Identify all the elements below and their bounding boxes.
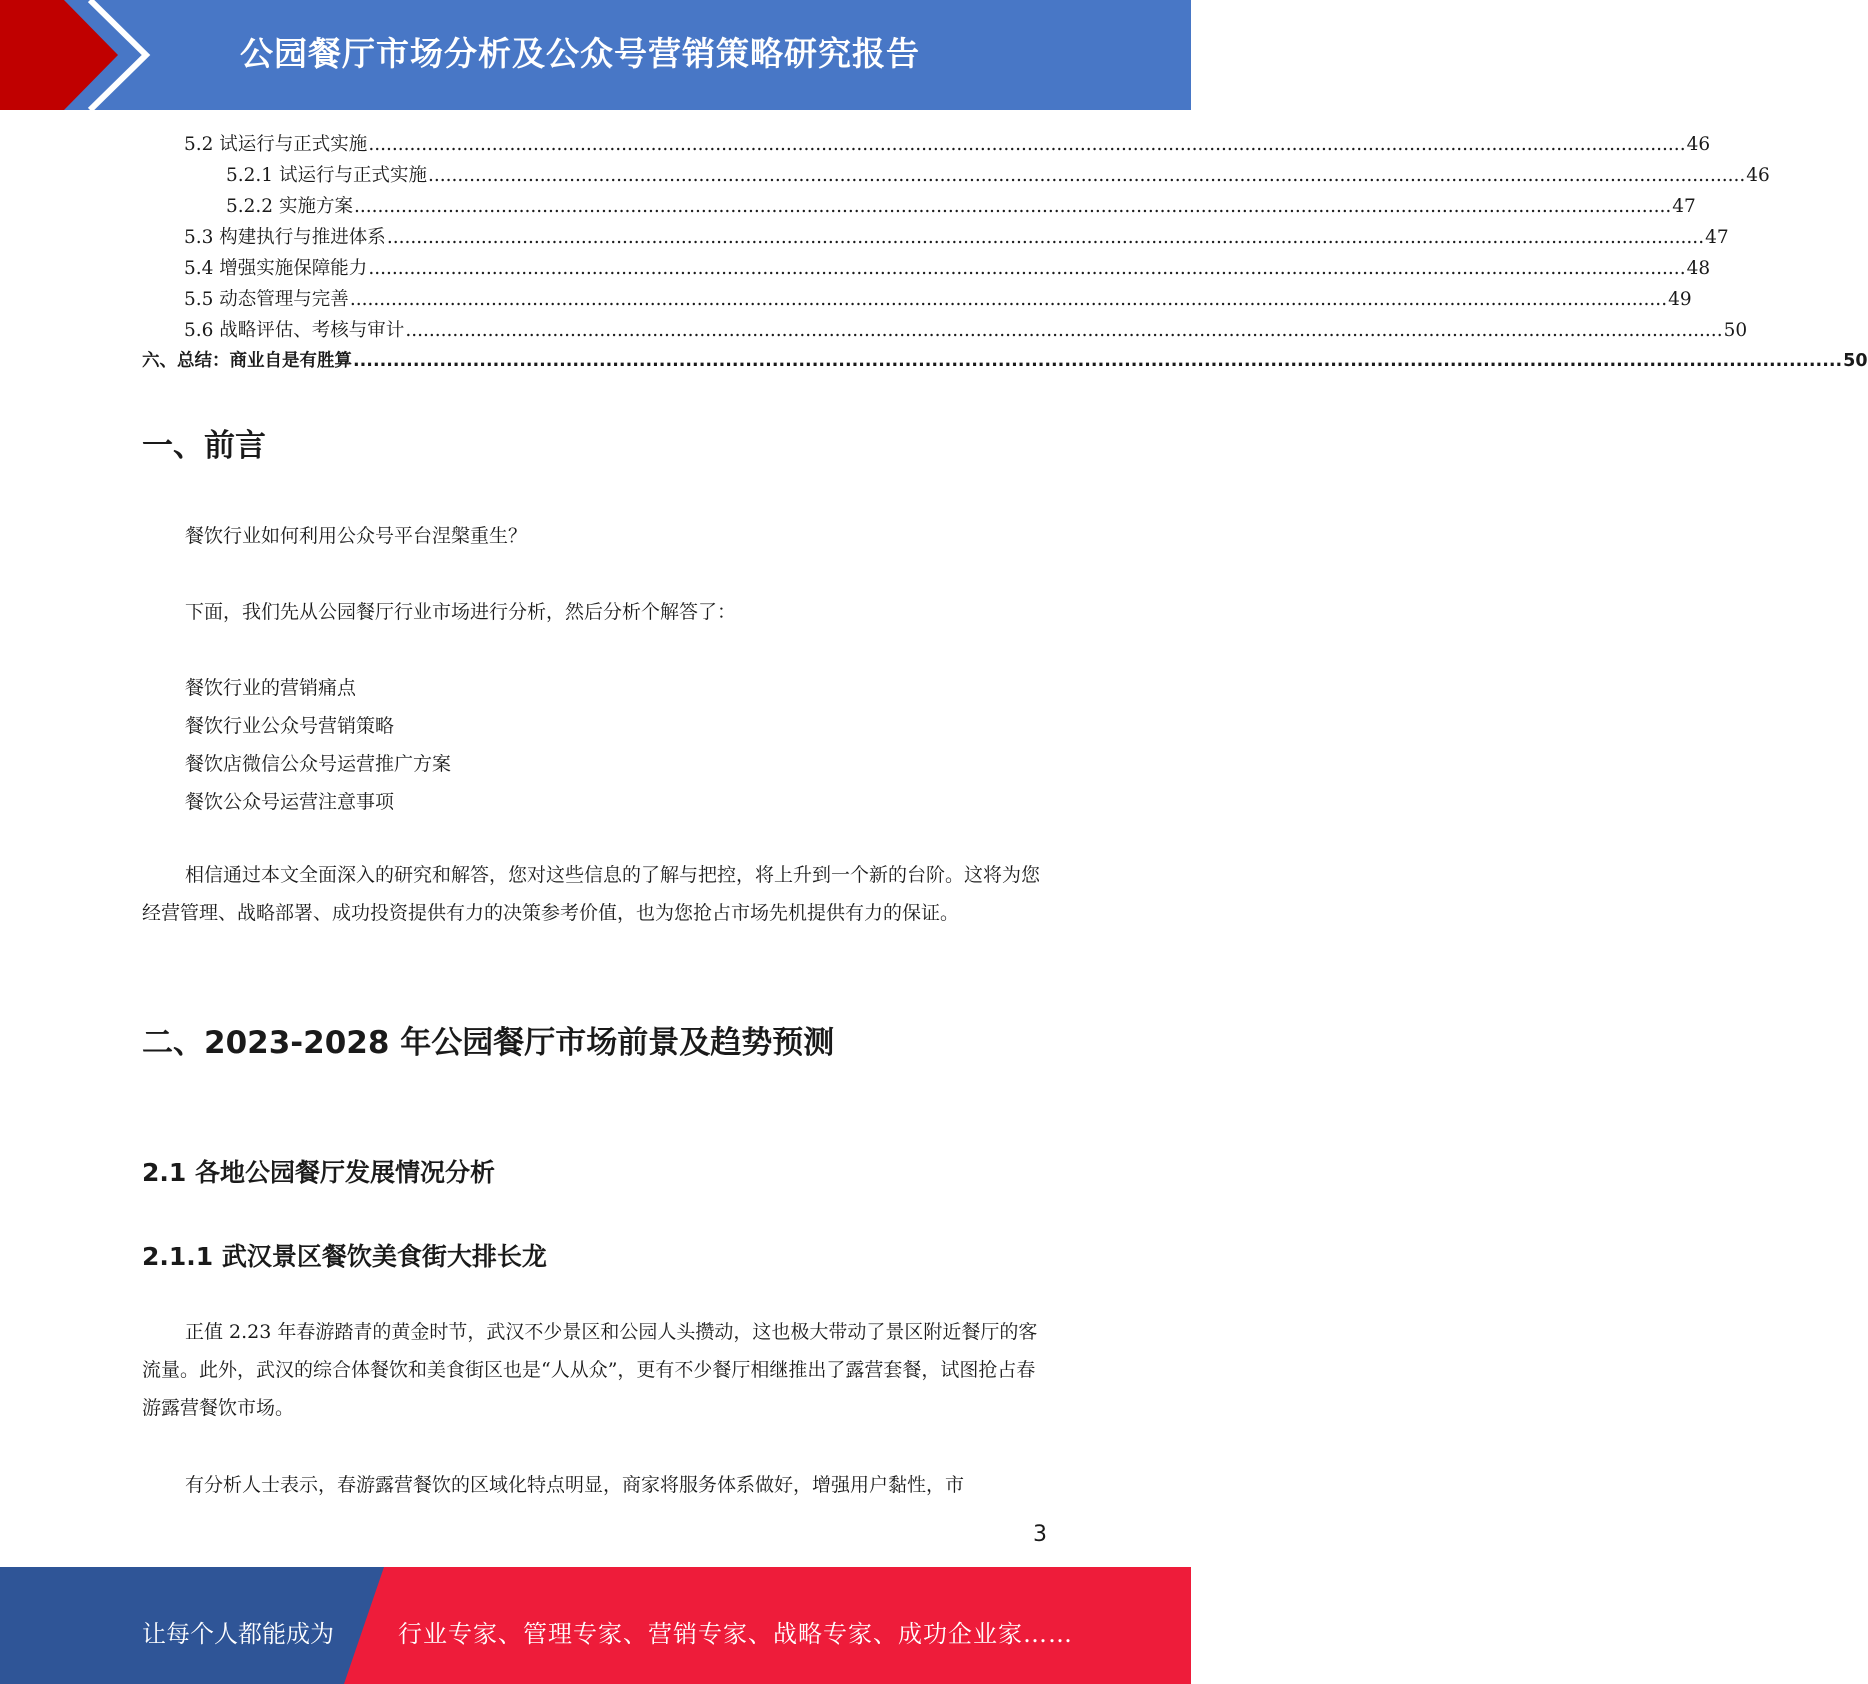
toc-leader: ................................................................................................................................................................................................................................ [349, 289, 1668, 310]
toc-entry-label: 5.2 试运行与正式实施 [184, 134, 368, 155]
subsection-heading: 2.1 各地公园餐厅发展情况分析 [142, 1158, 495, 1187]
toc-entry[interactable] [226, 161, 1770, 187]
toc-entry-label: 六、总结：商业自是有胜算 [142, 351, 352, 371]
paragraph: 有分析人士表示，春游露营餐饮的区域化特点明显，商家将服务体系做好，增强用户黏性，市 [185, 1474, 965, 1496]
toc-entry-page: 50 [1723, 320, 1748, 341]
paragraph: 正值 2.23 年春游踏青的黄金时节，武汉不少景区和公园人头攒动，这也极大带动了景区附近餐厅的客流量。此外，武汉的综合体餐饮和美食街区也是“人从众”，更有不少餐厅相继推出了露营套餐，试图抢占春游露营餐饮市场。 [142, 1321, 1038, 1419]
toc-entry-label: 5.2.1 试运行与正式实施 [226, 165, 427, 186]
toc-entry-label: 5.6 战略评估、考核与审计 [184, 320, 405, 341]
toc-entry[interactable] [184, 130, 1711, 156]
toc-entry-label: 5.2.2 实施方案 [226, 196, 353, 217]
toc-entry[interactable] [184, 223, 1729, 249]
toc-entry-page: 48 [1686, 258, 1711, 279]
toc-leader: ................................................................................................................................................................................................................................ [353, 196, 1672, 217]
page-number: 3 [1033, 1522, 1047, 1547]
toc-entry-label: 5.5 动态管理与完善 [184, 289, 349, 310]
paragraph: 餐饮行业如何利用公众号平台涅槃重生？ [185, 525, 528, 547]
toc-entry[interactable] [184, 254, 1711, 280]
list-item: 餐饮行业公众号营销策略 [185, 715, 395, 737]
toc-entry[interactable] [184, 285, 1692, 311]
paragraph: 相信通过本文全面深入的研究和解答，您对这些信息的了解与把控，将上升到一个新的台阶。这将为您经营管理、战略部署、成功投资提供有力的决策参考价值，也为您抢占市场先机提供有力的保证。 [142, 864, 1041, 924]
footer-slogan-left: 让每个人都能成为 [142, 1620, 334, 1648]
toc-entry-page: 46 [1746, 165, 1770, 186]
toc-entry-page: 47 [1705, 227, 1729, 248]
toc-entry-label: 5.3 构建执行与推进体系 [184, 227, 386, 248]
section-heading: 一、前言 [142, 428, 266, 464]
list-item: 餐饮行业的营销痛点 [185, 677, 357, 699]
list-item: 餐饮店微信公众号运营推广方案 [185, 753, 452, 775]
toc-leader: ................................................................................................................................................................................................................................ [405, 320, 1723, 341]
toc-leader: ................................................................................................................................................................................................................................ [386, 227, 1705, 248]
toc-entry-label: 5.4 增强实施保障能力 [184, 258, 368, 279]
toc-entry-page: 49 [1668, 289, 1692, 310]
footer-slogan-right: 行业专家、管理专家、营销专家、战略专家、成功企业家…… [398, 1620, 1073, 1648]
header-title: 公园餐厅市场分析及公众号营销策略研究报告 [240, 34, 920, 73]
toc-leader: ................................................................................................................................................................................................................................ [368, 134, 1686, 155]
toc-entry[interactable] [226, 192, 1696, 218]
toc-leader: ................................................................................................................................................................................................................................ [368, 258, 1686, 279]
toc-leader: ................................................................................................................................................................................................................................ [427, 165, 1746, 186]
list-item: 餐饮公众号运营注意事项 [185, 791, 395, 813]
paragraph: 下面，我们先从公园餐厅行业市场进行分析，然后分析个解答了： [185, 601, 737, 623]
section-heading: 二、2023-2028 年公园餐厅市场前景及趋势预测 [142, 1025, 835, 1061]
toc-entry-page: 47 [1672, 196, 1696, 217]
subsection-heading: 2.1.1 武汉景区餐饮美食街大排长龙 [142, 1242, 547, 1271]
toc-entry[interactable] [184, 316, 1748, 342]
toc-entry-page: 46 [1686, 134, 1711, 155]
toc-leader: ................................................................................................................................................................................................................................ [353, 351, 1843, 371]
toc-entry-page: 50 [1843, 351, 1868, 371]
toc-entry[interactable] [142, 347, 1868, 373]
